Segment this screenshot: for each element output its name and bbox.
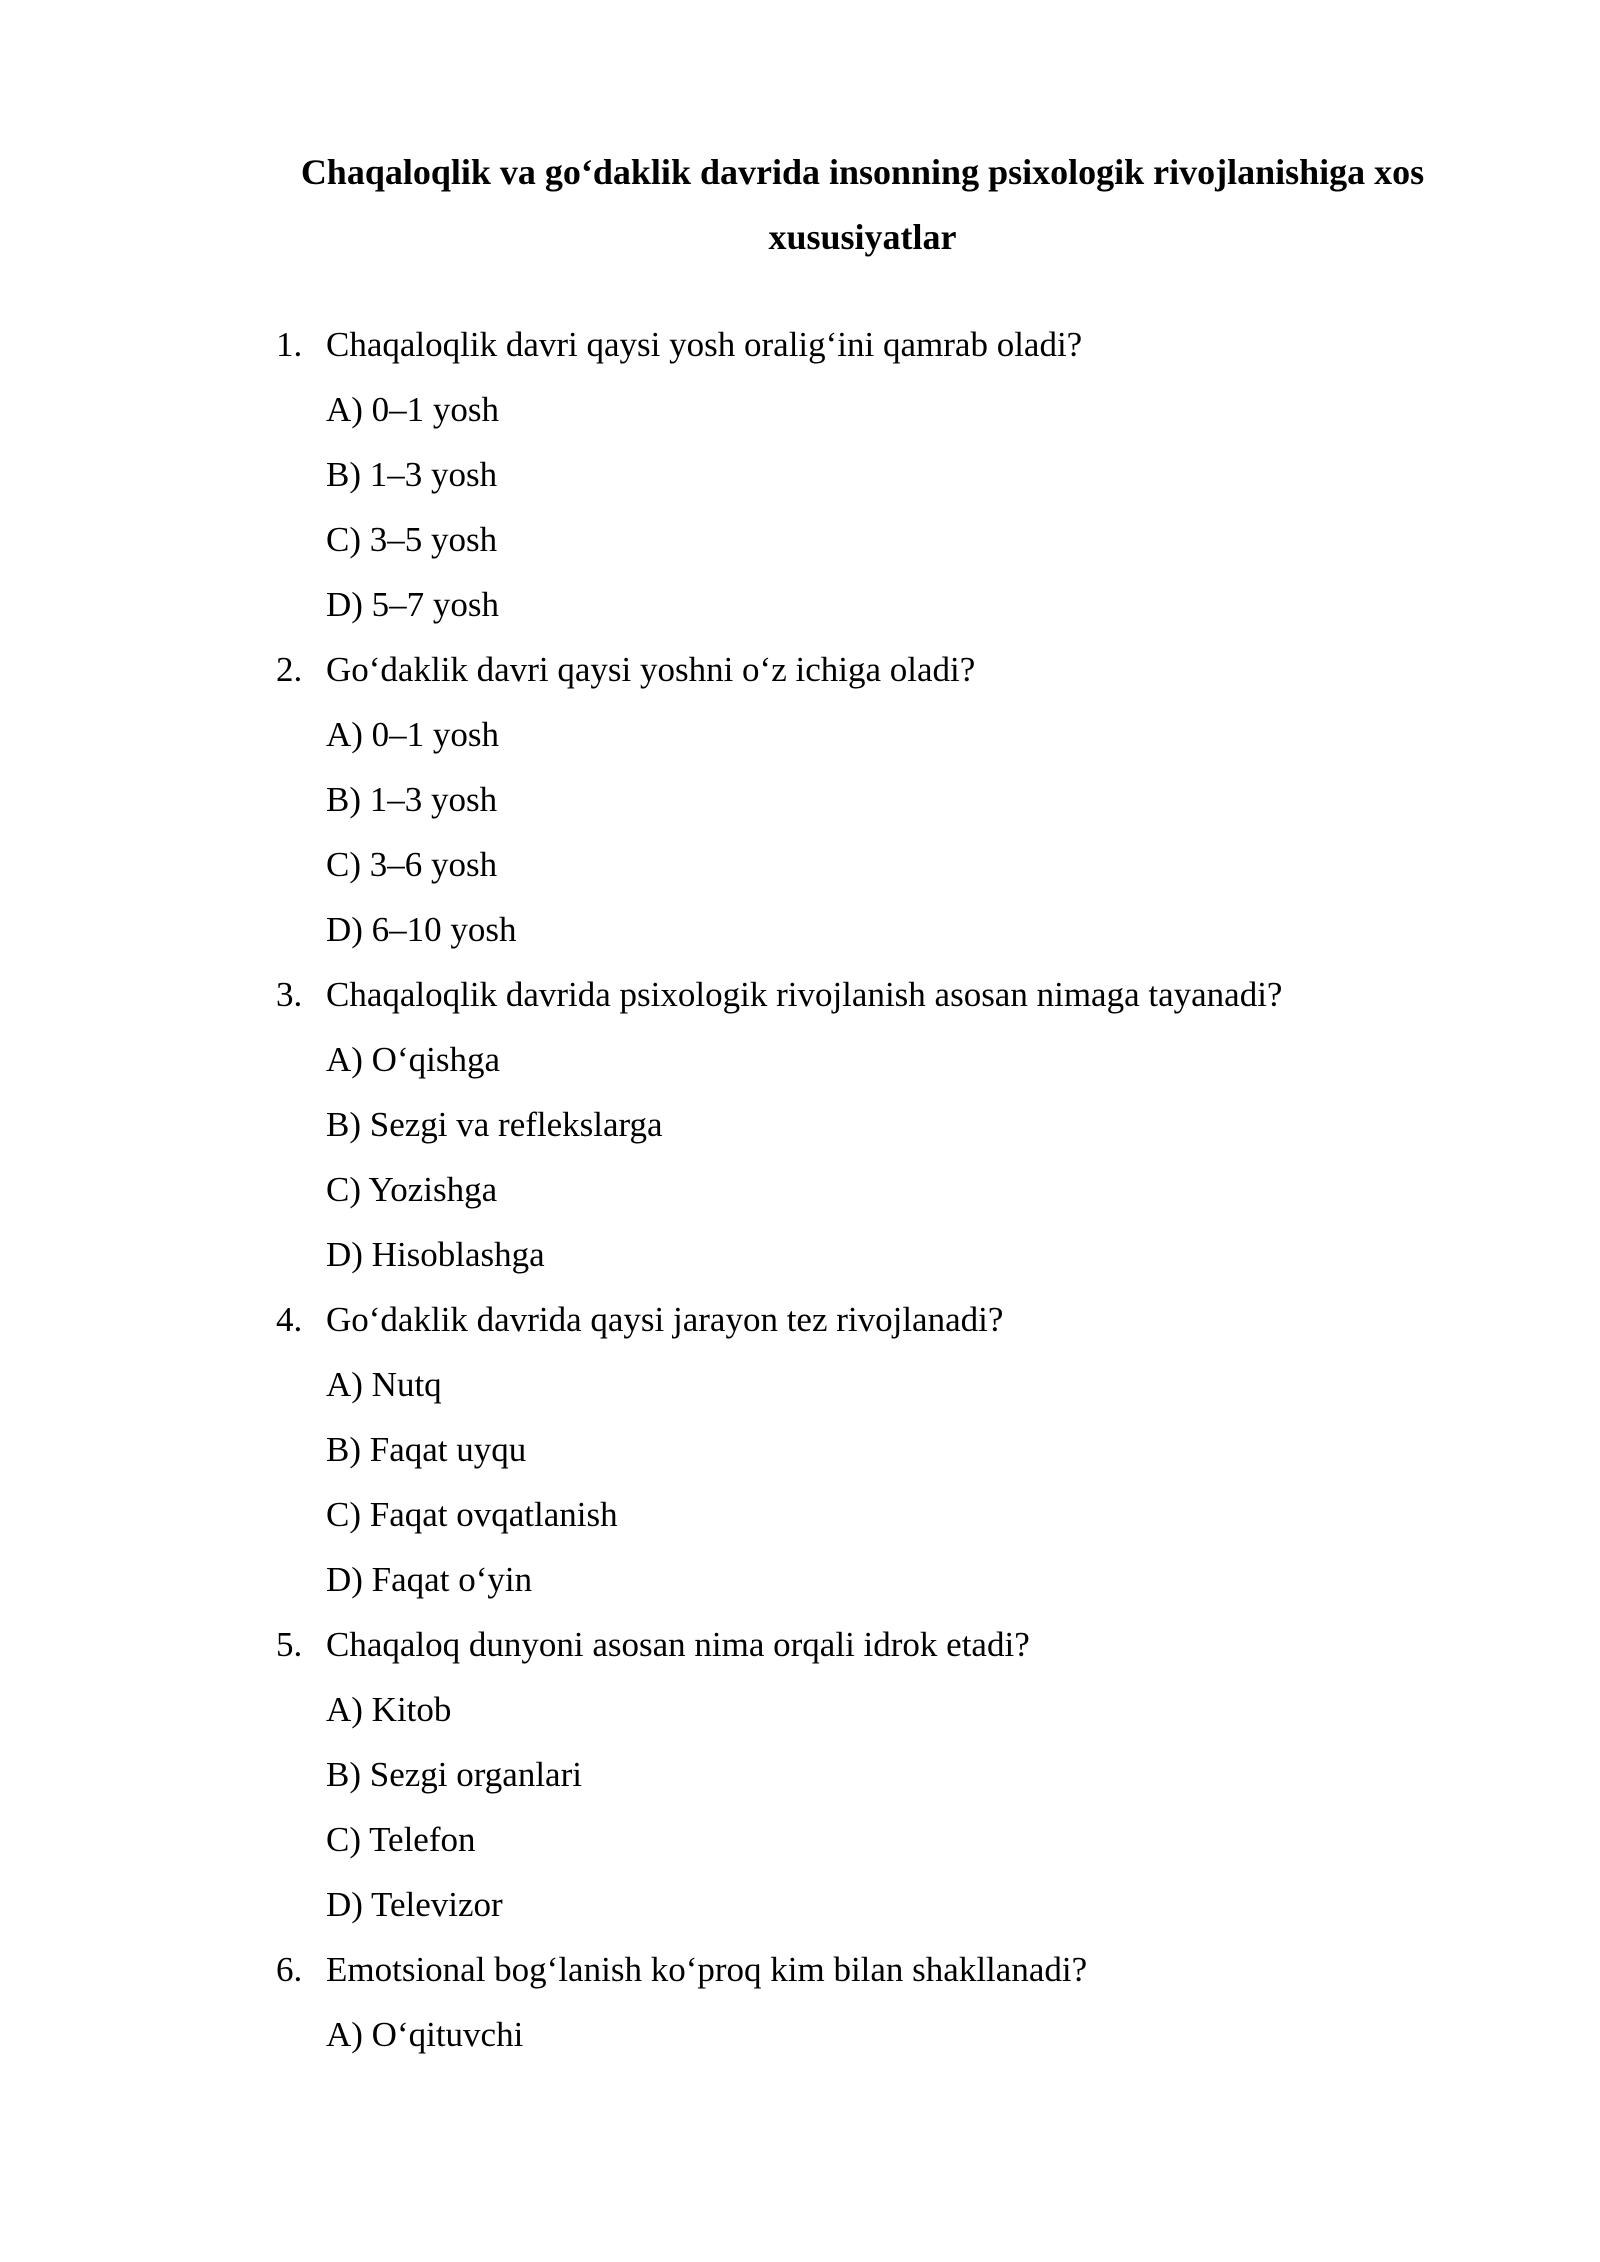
option-text: D) Faqat o‘yin [326,1560,533,1599]
option-a [0,2002,1600,2067]
option-c [0,1157,1600,1222]
option-text: D) 6–10 yosh [326,910,517,949]
option-text: A) 0–1 yosh [326,715,500,754]
option-c [0,832,1600,897]
option-b [0,1092,1600,1157]
question-line [0,1287,1600,1352]
option-list [0,702,1600,962]
question-5 [0,1612,1600,1937]
option-text: B) 1–3 yosh [326,455,498,494]
question-text: Chaqaloqlik davri qaysi yosh oralig‘ini qamrab oladi? [326,325,1083,364]
question-number: 4. [276,1300,303,1339]
question-line [0,962,1600,1027]
option-c [0,1807,1600,1872]
question-number: 1. [276,325,303,364]
option-list [0,377,1600,637]
option-a [0,1677,1600,1742]
question-line [0,1612,1600,1677]
option-text: C) Telefon [326,1820,476,1859]
question-text: Go‘daklik davrida qaysi jarayon tez rivojlanadi? [326,1300,1004,1339]
question-text: Go‘daklik davri qaysi yoshni o‘z ichiga oladi? [326,650,976,689]
option-text: C) 3–5 yosh [326,520,498,559]
option-d [0,572,1600,637]
question-4 [0,1287,1600,1612]
option-text: C) 3–6 yosh [326,845,498,884]
question-line [0,637,1600,702]
option-text: D) Hisoblashga [326,1235,545,1274]
option-text: B) Sezgi organlari [326,1755,582,1794]
question-3 [0,962,1600,1287]
option-list [0,1677,1600,1937]
option-text: B) 1–3 yosh [326,780,498,819]
question-number: 5. [276,1625,303,1664]
option-text: A) Kitob [326,1690,452,1729]
question-2 [0,637,1600,962]
question-6 [0,1937,1600,2067]
option-a [0,1027,1600,1092]
option-d [0,1222,1600,1287]
question-number: 6. [276,1950,303,1989]
question-number: 3. [276,975,303,1014]
option-d [0,897,1600,962]
option-text: B) Faqat uyqu [326,1430,527,1469]
option-text: D) Televizor [326,1885,503,1924]
option-d [0,1872,1600,1937]
option-c [0,507,1600,572]
document-title: Chaqaloqlik va go‘daklik davrida insonning psixologik rivojlanishiga xos xususiyatlar [300,152,1425,257]
option-a [0,377,1600,442]
option-text: C) Yozishga [326,1170,498,1209]
question-text: Chaqaloq dunyoni asosan nima orqali idrok etadi? [326,1625,1030,1664]
question-number: 2. [276,650,303,689]
option-text: A) 0–1 yosh [326,390,500,429]
option-b [0,767,1600,832]
question-list [0,312,1600,2067]
option-text: A) Nutq [326,1365,442,1404]
option-text: D) 5–7 yosh [326,585,500,624]
question-line [0,312,1600,377]
question-line [0,1937,1600,2002]
option-a [0,1352,1600,1417]
option-text: B) Sezgi va reflekslarga [326,1105,663,1144]
question-text: Emotsional bog‘lanish ko‘proq kim bilan shakllanadi? [326,1950,1088,1989]
option-list [0,1027,1600,1287]
option-text: A) O‘qituvchi [326,2015,524,2054]
option-text: C) Faqat ovqatlanish [326,1495,618,1534]
question-text: Chaqaloqlik davrida psixologik rivojlanish asosan nimaga tayanadi? [326,975,1283,1014]
option-text: A) O‘qishga [326,1040,500,1079]
option-b [0,1417,1600,1482]
option-list [0,2002,1600,2067]
option-c [0,1482,1600,1547]
option-list [0,1352,1600,1612]
option-a [0,702,1600,767]
option-d [0,1547,1600,1612]
question-1 [0,312,1600,637]
option-b [0,442,1600,507]
option-b [0,1742,1600,1807]
